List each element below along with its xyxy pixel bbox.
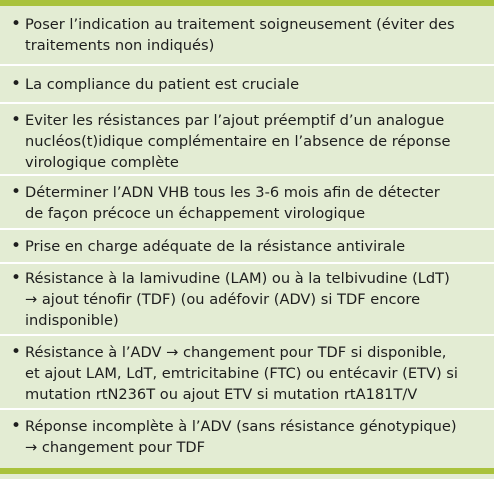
list-item-text: Eviter les résistances par l’ajout préemptif d’un analogue nucléos(t)idique complémentaire en l’absence de réponse virologique complète	[25, 112, 451, 171]
list-item-text: Résistance à l’ADV → changement pour TDF si disponible, et ajout LAM, LdT, emtricitabine (FTC) ou entécavir (ETV) si mutation rtN236T ou ajout ETV si mutation rtA181T/V	[25, 344, 458, 403]
bullet-icon: •	[11, 416, 22, 436]
list-item-text: Poser l’indication au traitement soigneusement (éviter des traitements non indiqués)	[25, 16, 455, 54]
bullet-icon: •	[11, 342, 22, 362]
bullet-icon: •	[11, 74, 22, 94]
list-item-text: Réponse incomplète à l’ADV (sans résistance génotypique) → changement pour TDF	[25, 418, 457, 456]
item-separator	[0, 262, 494, 264]
bullet-icon: •	[11, 14, 22, 34]
list-item-text: Prise en charge adéquate de la résistance antivirale	[25, 238, 406, 255]
item-separator	[0, 174, 494, 176]
item-separator	[0, 228, 494, 230]
bullet-icon: •	[11, 268, 22, 288]
list-item-text: Résistance à la lamivudine (LAM) ou à la telbivudine (LdT) → ajout ténofir (TDF) (ou adéfovir (ADV) si TDF encore indisponible)	[25, 270, 450, 329]
list-item-text: La compliance du patient est cruciale	[25, 76, 300, 93]
item-separator	[0, 334, 494, 336]
list-item-text: Déterminer l’ADN VHB tous les 3-6 mois afin de détecter de façon précoce un échappement virologique	[25, 184, 440, 222]
item-separator	[0, 408, 494, 410]
item-separator	[0, 102, 494, 104]
bullet-icon: •	[11, 236, 22, 256]
bullet-icon: •	[11, 110, 22, 130]
bullet-icon: •	[11, 182, 22, 202]
item-separator	[0, 64, 494, 66]
bottom-accent-rule	[0, 468, 494, 474]
